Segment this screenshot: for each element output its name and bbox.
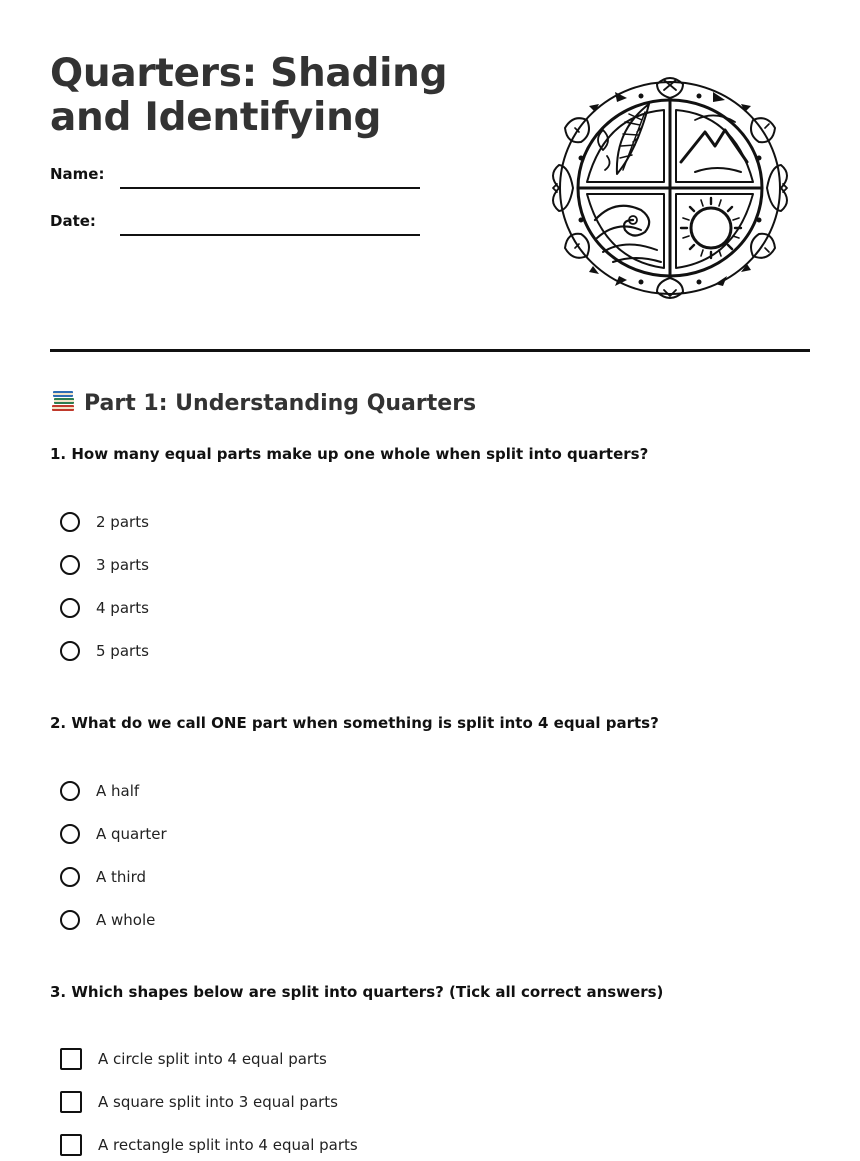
q1-option-5-parts[interactable]: 5 parts [60,639,149,663]
radio-button[interactable] [60,598,80,618]
section-divider [50,349,810,352]
q2-option-a-quarter[interactable]: A quarter [60,822,167,846]
date-field[interactable] [120,234,420,236]
q1-option-3-parts[interactable]: 3 parts [60,553,149,577]
part1-heading [50,388,476,416]
checkbox[interactable] [60,1134,82,1156]
q1-option-2-parts[interactable]: 2 parts [60,510,149,534]
radio-button[interactable] [60,781,80,801]
q1-option-4-parts[interactable]: 4 parts [60,596,149,620]
radio-button[interactable] [60,641,80,661]
checkbox[interactable] [60,1091,82,1113]
q2-option-a-whole[interactable]: A whole [60,908,155,932]
q3-option-rectangle[interactable]: A rectangle split into 4 equal parts [60,1133,358,1157]
radio-button[interactable] [60,824,80,844]
date-label: Date: [50,212,96,230]
name-field[interactable] [120,187,420,189]
checkbox[interactable] [60,1048,82,1070]
q2-option-a-half[interactable]: A half [60,779,139,803]
page-title: Quarters: Shading and Identifying [50,51,448,140]
radio-button[interactable] [60,555,80,575]
name-label: Name: [50,165,105,183]
radio-button[interactable] [60,512,80,532]
radio-button[interactable] [60,867,80,887]
q3-option-square[interactable]: A square split into 3 equal parts [60,1090,338,1114]
part1-heading-text: Part 1: Understanding Quarters [84,391,477,416]
q2-option-a-third[interactable]: A third [60,865,146,889]
question-2: 2. What do we call ONE part when something is split into 4 equal parts? [50,714,659,732]
radio-button[interactable] [60,910,80,930]
question-3: 3. Which shapes below are split into quarters? (Tick all correct answers) [50,983,664,1001]
question-1: 1. How many equal parts make up one whole when split into quarters? [50,445,649,463]
q3-option-circle[interactable]: A circle split into 4 equal parts [60,1047,327,1071]
books-icon [50,388,76,414]
quarters-emblem-logo [545,70,795,310]
